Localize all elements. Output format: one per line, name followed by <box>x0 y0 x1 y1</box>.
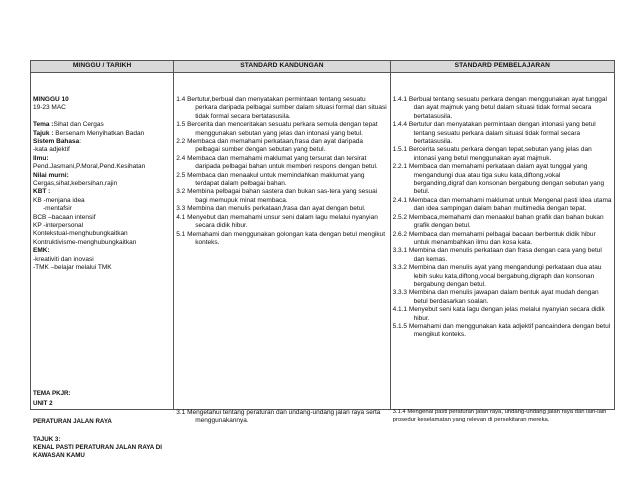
kbt-item: Kontekstual-menghubungkaitkan <box>33 230 128 238</box>
kandungan-item: 5.1 Memahami dan menggunakan golongan kata dengan betul mengikut konteks. <box>176 230 386 246</box>
pembelajaran-item: 2.6.2 Membaca dan memahami pelbagai bacaan berbentuk didik hibur untuk menambahkan ilmu dan kosa kata. <box>392 230 596 246</box>
tajuk-line: Tajuk : Bersenam Menyihatkan Badan <box>33 129 145 137</box>
pembelajaran-pkjr-item: 3.1.4 Mengenal pasti peraturan jalan raya, undang-undang jalan raya dan lain-lain prosedur keselamatan yang relevan di persekitaran mereka. <box>392 409 607 423</box>
nilai-value: Cergas,sihat,kebersihan,rajin <box>33 180 118 188</box>
pembelajaran-item: 3.3.1 Membina dan menulis perkataan dan frasa dengan cara yang betul dan kemas. <box>392 247 602 263</box>
nilai-label: Nilai murni: <box>33 171 69 179</box>
kandungan-item: 1.4 Bertutur,berbual dan menyatakan permintaan tentang sesuatu perkara daripada pelbagai sumber dalam situasi formal dan situasi tidak formal secara bertatasusila. <box>176 96 387 120</box>
emk-label: EMK: <box>33 247 50 255</box>
kandungan-item: 3.2 Membina pelbagai bahan sastera dan bukan sas-tera yang sesuai bagi memupuk minat membaca. <box>176 188 378 204</box>
kbt-item: Kontruktivisme-menghubungkaitkan <box>33 238 137 246</box>
pembelajaran-item: 2.5.2 Membaca,memahami dan menaakul bahan grafik dan bahan bukan grafik dengan betul. <box>392 213 604 230</box>
ilmu-label: Ilmu: <box>33 154 49 162</box>
tajuk3-label: TAJUK 3: <box>33 435 61 443</box>
ilmu-value: Pend.Jasmani,P.Moral,Pend.Kesihatan <box>33 163 146 171</box>
header-standard-pembelajaran: STANDARD PEMBELAJARAN <box>390 61 614 73</box>
pembelajaran-item: 4.1.1 Menyebut seni kata lagu dengan jelas melalui nyanyian secara didik hibur. <box>392 306 605 322</box>
pembelajaran-item: 1.4.4 Bertutur dan menyatakan permintaan dengan intonasi yang betul tentang sesuatu perkara dalam situasi tidak formal secara bertatasusila. <box>392 121 596 146</box>
pembelajaran-item: 5.1.5 Memahami dan menggunakan kata adjektif pancaindera dengan betul mengikut konteks. <box>392 322 611 339</box>
content-row <box>31 73 615 410</box>
sistem-bahasa-line: Sistem Bahasa: <box>33 138 82 146</box>
sistem-bahasa-value: -kata adjektif <box>33 146 70 154</box>
kandungan-item: 1.5 Bercerita dan menceritakan sesuatu perkara semula dengan tepat menggunakan sebutan yang jelas dan intonasi yang betul. <box>176 121 378 137</box>
cell-standard-kandungan <box>174 73 390 425</box>
kbt-item: -mentafsir <box>43 205 72 213</box>
kandungan-item: 2.4 Membaca dan memahami maklumat yang tersurat dan tersirat daripada pelbagai bahan untuk memberi respons dengan betul. <box>176 154 378 171</box>
header-row <box>31 61 615 73</box>
kandungan-pkjr-item: 3.1 Mengetahui tentang peraturan dan undang-undang jalan raya serta menggunakannya. <box>176 409 381 425</box>
week-date: 19-23 MAC <box>33 104 66 112</box>
pkjr-info <box>33 389 171 460</box>
cell-standard-pembelajaran <box>390 73 614 423</box>
kbt-item: BCB –bacaan intensif <box>33 213 96 221</box>
tema-line: Tema :Sihat dan Cergas <box>33 121 104 129</box>
header-standard-kandungan: STANDARD KANDUNGAN <box>174 61 390 73</box>
pembelajaran-item: 1.4.1 Berbual tentang sesuatu perkara dengan menggunakan ayat tunggal dan ayat majmuk yang betul dalam situasi tidak formal secara bertatasusila. <box>392 96 607 120</box>
tajuk3-value: KENAL PASTI PERATURAN JALAN RAYA DI KAWASAN KAMU <box>33 444 162 460</box>
kbt-label: KBT : <box>33 188 51 196</box>
pembelajaran-item: 3.3.2 Membina dan menulis ayat yang mengandungi perkataan dua atau lebih suku kata,diftong,vocal bergabung,digraph dan konsonan bergabung dengan betul. <box>392 264 602 288</box>
cell-minggu-tarikh <box>31 73 174 460</box>
kandungan-item: 2.5 Membaca dan menaakul untuk memindahkan maklumat yang terdapat dalam pelbagai bahan. <box>176 171 365 188</box>
week-info <box>33 96 171 273</box>
kandungan-item: 2.2 Membaca dan memahami perkataan,frasa dan ayat daripada pelbagai sumber dengan sebutan yang betul. <box>176 138 364 154</box>
kandungan-item: 4.1 Menyebut dan memahami unsur seni dalam lagu melalui nyanyian secara didik hibur. <box>176 213 378 230</box>
pembelajaran-item: 2.4.1 Membaca dan memahami maklumat untuk Mengenal pasti idea utama dan idea sampingan dalam bahan multimedia dengan tepat. <box>392 196 612 213</box>
pembelajaran-item: 2.2.1 Membaca dan memahami perkataan dalam ayat tunggal yang mengandungi dua atau tiga suku kata,diftong,vokal berganding,digraf dan konsonan bergabung dengan sebutan yang betul. <box>392 163 605 196</box>
kandungan-item: 3.3 Membina dan menulis perkataan,frasa dan ayat dengan betul. <box>176 205 366 213</box>
emk-item: -TMK –belajar melalui TMK <box>33 264 112 272</box>
header-minggu-tarikh: MINGGU / TARIKH <box>31 61 174 73</box>
week-number: MINGGU 10 <box>33 96 69 103</box>
lesson-plan-table <box>30 60 615 460</box>
kandungan-list <box>176 96 387 247</box>
emk-item: -kreativiti dan inovasi <box>33 255 94 263</box>
pembelajaran-item: 3.3.3 Membina dan menulis jawapan dalam bentuk ayat mudah dengan betul berdasarkan soalan. <box>392 289 599 305</box>
peraturan-label: PERATURAN JALAN RAYA <box>33 417 112 425</box>
pembelajaran-item: 1.5.1 Bercerita sesuatu perkara dengan tepat,sebutan yang jelas dan intonasi yang betul menggunakan ayat majmuk. <box>392 146 592 162</box>
tema-pkjr-label: TEMA PKJR: <box>33 390 71 397</box>
pembelajaran-list <box>393 96 612 340</box>
unit-label: UNIT 2 <box>33 399 53 407</box>
kbt-item: KP -interpersonal <box>33 222 84 230</box>
kbt-item: KB -menjana idea <box>33 196 85 204</box>
